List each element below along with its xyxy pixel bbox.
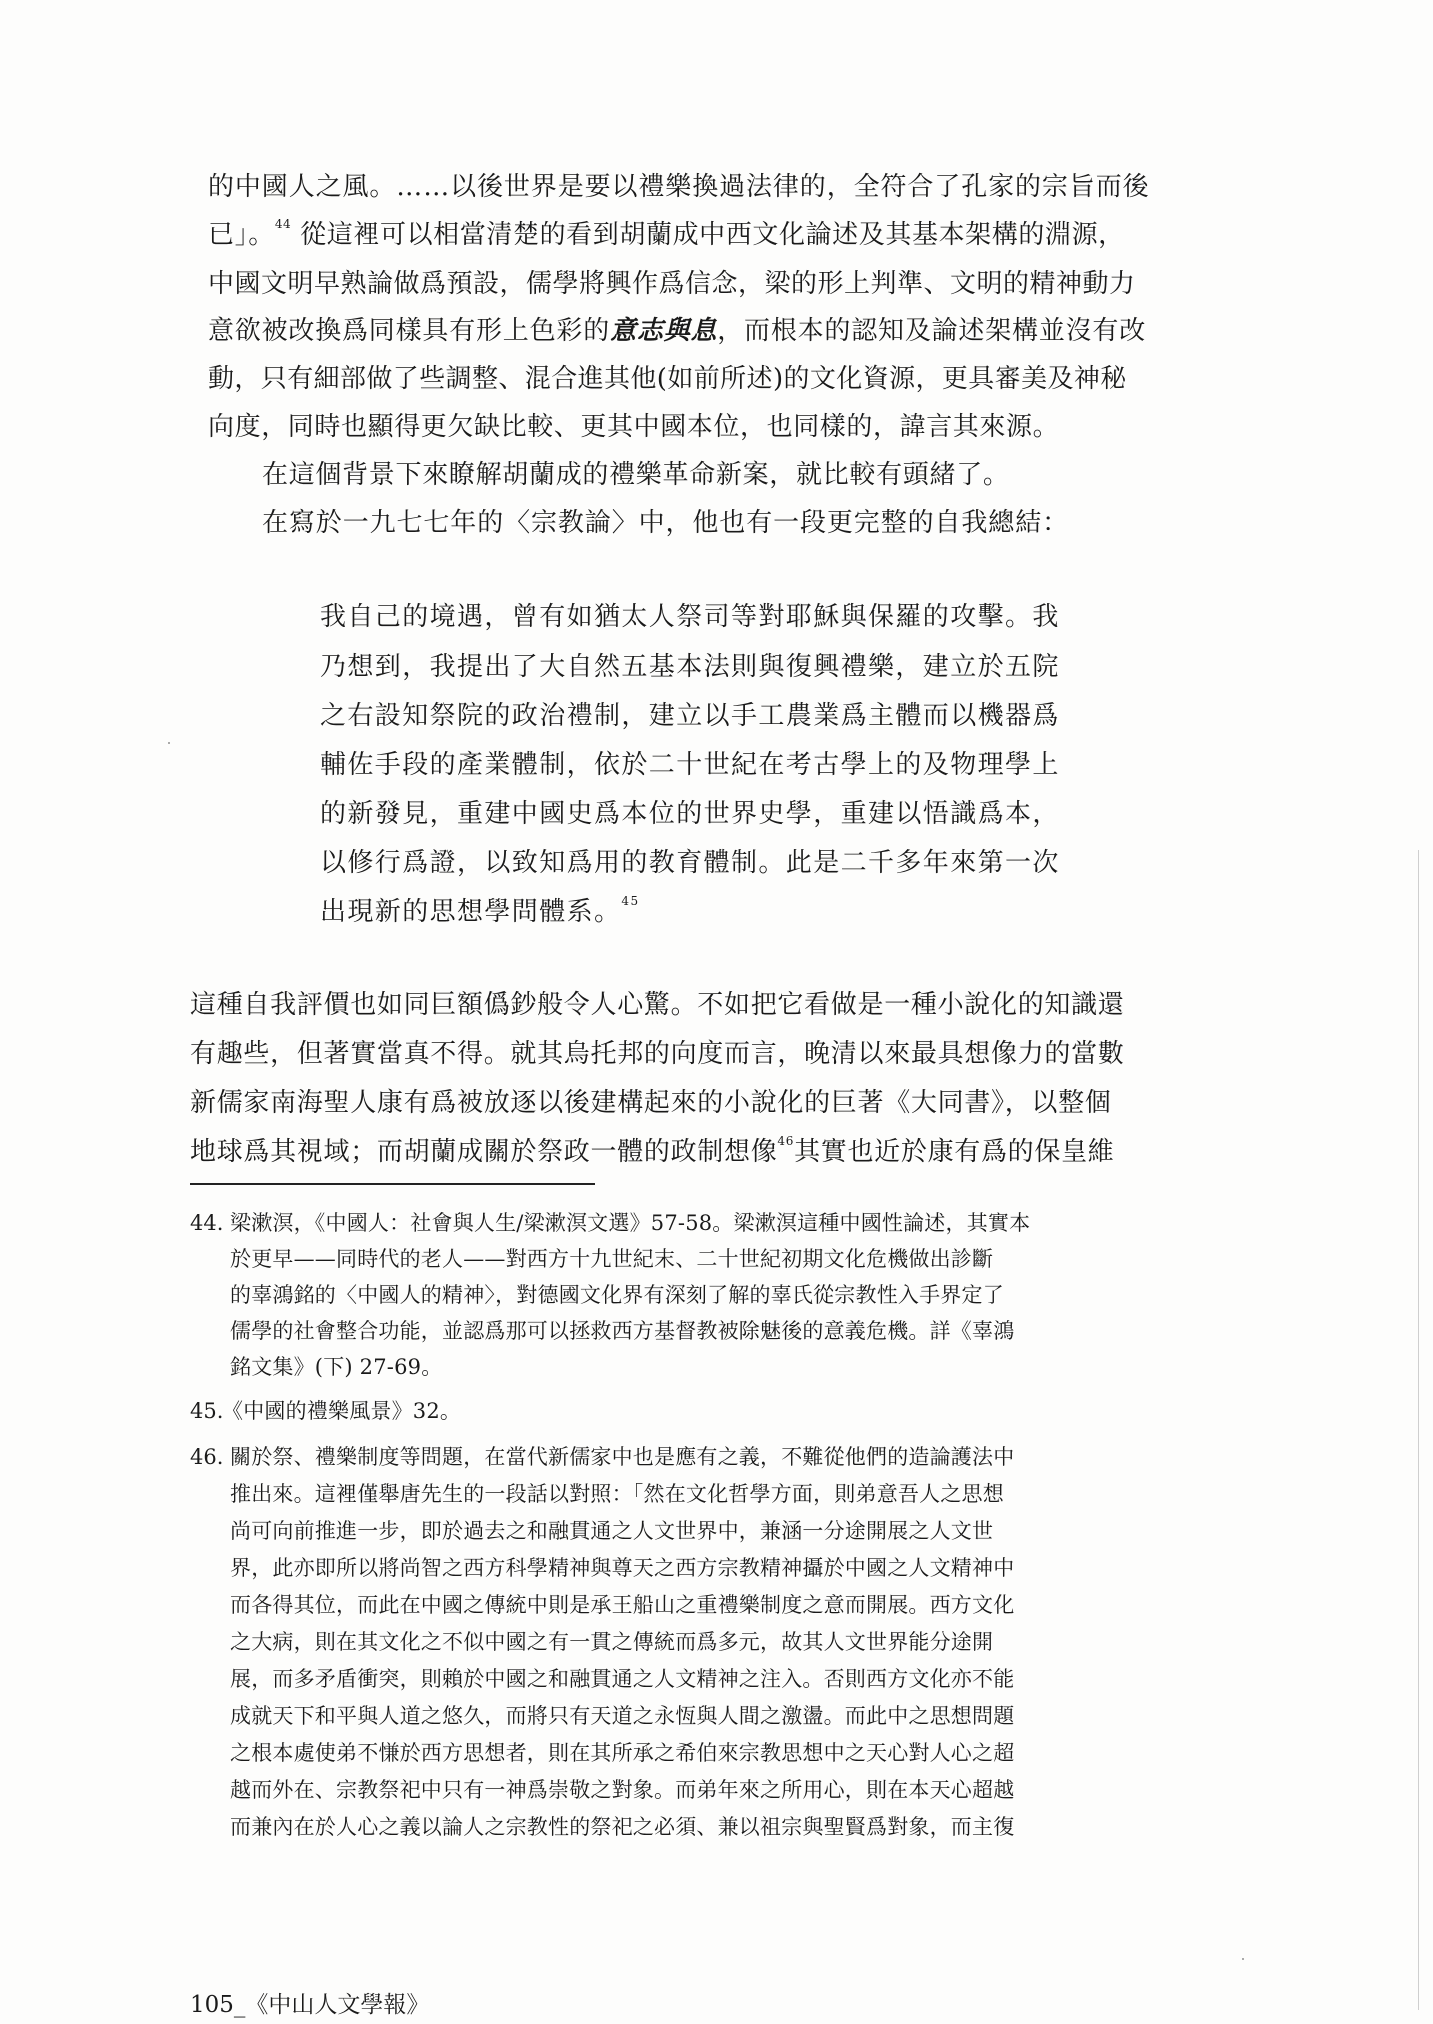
footnote-46-number: 46.	[190, 1445, 224, 1469]
quote-line4: 輔佐手段的產業體制，依於二十世紀在考古學上的及物理學上	[320, 750, 1060, 780]
quote-line1: 我自己的境遇，曾有如猶太人祭司等對耶穌與保羅的攻擊。我	[320, 602, 1060, 632]
footnote-46-line3: 尚可向前推進一步，即於過去之和融貫通之人文世界中，兼涵一分途開展之人文世	[230, 1519, 994, 1543]
para4-line4-tail: 其實也近於康有爲的保皇維	[794, 1137, 1115, 1167]
emphasis-term: 意志與息	[610, 316, 718, 346]
quote-line3: 之右設知祭院的政治禮制，建立以手工農業爲主體而以機器爲	[320, 701, 1060, 731]
footnote-46-line4: 界，此亦即所以將尚智之西方科學精神與尊天之西方宗教精神攝於中國之人文精神中	[230, 1556, 1015, 1580]
para1-line5: 動，只有細部做了些調整、混合進其他(如前所述)的文化資源，更具審美及神秘	[208, 364, 1127, 394]
quote-line6: 以修行爲證，以致知爲用的教育體制。此是二千多年來第一次	[320, 848, 1060, 878]
para1-line2-start: 已」。	[208, 220, 275, 250]
footnote-44-line3: 的辜鴻銘的〈中國人的精神〉，對德國文化界有深刻了解的辜氏從宗教性入手界定了	[230, 1283, 1004, 1307]
para1-line2-rest: 從這裡可以相當清楚的看到胡蘭成中西文化論述及其基本架構的淵源，	[300, 220, 1125, 250]
footnote-46-line5: 而各得其位，而此在中國之傳統中則是承王船山之重禮樂制度之意而開展。西方文化	[230, 1593, 1015, 1617]
para4-line2: 有趣些，但著實當真不得。就其烏托邦的向度而言，晚清以來最具想像力的當數	[190, 1039, 1125, 1069]
para1-line6: 向度，同時也顯得更欠缺比較、更其中國本位，也同樣的，諱言其來源。	[208, 412, 1060, 442]
para1-line4-start: 意欲被改換爲同樣具有形上色彩的	[208, 316, 611, 346]
para1-line1: 的中國人之風。……以後世界是要以禮樂換過法律的，全符合了孔家的宗旨而後	[208, 172, 1150, 202]
footnote-46-line10: 越而外在、宗教祭祀中只有一神爲崇敬之對象。而弟年來之所用心，則在本天心超越	[230, 1778, 1015, 1802]
para2: 在這個背景下來瞭解胡蘭成的禮樂革命新案，就比較有頭緒了。	[262, 460, 1010, 490]
footnote-ref-46: 46	[777, 1134, 795, 1148]
footnote-46-line2: 推出來。這裡僅舉唐先生的一段話以對照：「然在文化哲學方面，則弟意吾人之思想	[230, 1482, 1004, 1506]
footnote-44-line2: 於更早——同時代的老人——對西方十九世紀末、二十世紀初期文化危機做出診斷	[230, 1247, 994, 1271]
footnote-46-line1: 關於祭、禮樂制度等問題，在當代新儒家中也是應有之義，不難從他們的造論護法中	[230, 1445, 1015, 1469]
footnote-46-line9: 之根本處使弟不慊於西方思想者，則在其所承之希伯來宗教思想中之天心對人心之超	[230, 1741, 1015, 1765]
footnote-46-line6: 之大病，則在其文化之不似中國之有一貫之傳統而爲多元，故其人文世界能分途開	[230, 1630, 994, 1654]
para4-line4	[190, 1134, 1115, 1167]
para1-line2	[208, 217, 1125, 250]
footnote-ref-45: 45	[621, 894, 640, 908]
quote-line7	[320, 894, 640, 927]
footnote-46-line8: 成就天下和平與人道之悠久，而將只有天道之永恆與人間之激盪。而此中之思想問題	[230, 1704, 1015, 1728]
footnote-44-line4: 儒學的社會整合功能，並認爲那可以拯救西方基督教被除魅後的意義危機。詳《辜鴻	[230, 1319, 1015, 1343]
para4-line3: 新儒家南海聖人康有爲被放逐以後建構起來的小說化的巨著《大同書》，以整個	[190, 1088, 1112, 1118]
footnote-44-number: 44.	[190, 1211, 224, 1235]
para1-line4-end: ，而根本的認知及論述架構並沒有改	[717, 316, 1147, 346]
quote-line5: 的新發見，重建中國史爲本位的世界史學，重建以悟識爲本，	[320, 799, 1060, 829]
page-footer: 105_《中山人文學報》	[190, 1992, 430, 2018]
footnote-44-line5: 銘文集》(下) 27-69。	[230, 1355, 443, 1379]
footnote-divider	[190, 1183, 595, 1185]
quote-line2: 乃想到，我提出了大自然五基本法則與復興禮樂，建立於五院	[320, 652, 1060, 682]
footnote-44-line1: 梁漱溟，《中國人：社會與人生/梁漱溟文選》57-58。梁漱溟這種中國性論述，其實本	[230, 1211, 1031, 1235]
quote-line7-text: 出現新的思想學問體系。	[320, 897, 622, 927]
scan-speck	[168, 742, 170, 744]
para4-line4-text: 地球爲其視域；而胡蘭成關於祭政一體的政制想像	[190, 1137, 778, 1167]
footnote-45-number: 45.	[190, 1399, 224, 1423]
para1-line3: 中國文明早熟論做爲預設，儒學將興作爲信念，梁的形上判準、文明的精神動力	[208, 269, 1136, 299]
para3: 在寫於一九七七年的〈宗教論〉中，他也有一段更完整的自我總結：	[262, 508, 1070, 538]
scan-edge-line	[1418, 850, 1419, 2010]
footnote-46-line11: 而兼內在於人心之義以論人之宗教性的祭祀之必須、兼以祖宗與聖賢爲對象，而主復	[230, 1815, 1015, 1839]
footnote-ref-44: 44	[274, 217, 292, 231]
para1-line4	[208, 318, 1146, 344]
footnote-46-line7: 展，而多矛盾衝突，則賴於中國之和融貫通之人文精神之注入。否則西方文化亦不能	[230, 1667, 1015, 1691]
footnote-45-text: 《中國的禮樂風景》32。	[222, 1399, 462, 1423]
scan-speck	[1242, 1958, 1244, 1960]
para4-line1: 這種自我評價也如同巨額僞鈔般令人心驚。不如把它看做是一種小說化的知識還	[190, 990, 1125, 1020]
